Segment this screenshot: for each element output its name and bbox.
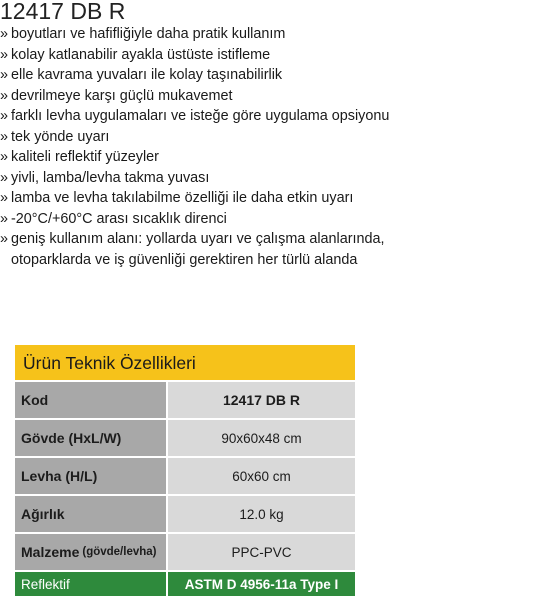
spec-label	[15, 382, 168, 418]
feature-item	[0, 24, 548, 45]
bullet-marker: »	[0, 108, 9, 124]
spec-label-text: Gövde (HxL/W)	[21, 430, 122, 446]
feature-item	[0, 65, 548, 86]
feature-text: tek yönde uyarı	[11, 128, 110, 145]
feature-item	[0, 45, 548, 66]
feature-item	[0, 127, 548, 148]
spec-table-header: Ürün Teknik Özellikleri	[15, 345, 355, 382]
feature-text: farklı levha uygulamaları ve isteğe göre uygulama opsiyonu	[11, 108, 390, 124]
spec-value: ASTM D 4956-11a Type I	[168, 572, 355, 596]
spec-label	[15, 572, 168, 596]
bullet-marker: »	[0, 67, 9, 83]
spec-row-reflektif	[15, 572, 355, 596]
bullet-marker: »	[0, 128, 9, 145]
feature-item	[0, 106, 548, 127]
feature-text: boyutları ve hafifliğiyle daha pratik kullanım	[11, 26, 286, 42]
spec-value: 12.0 kg	[168, 496, 355, 532]
bullet-marker: »	[0, 169, 9, 186]
spec-row-malzeme	[15, 534, 355, 572]
feature-item	[0, 229, 548, 270]
feature-text: devrilmeye karşı güçlü mukavemet	[11, 87, 233, 104]
bullet-marker: »	[0, 210, 9, 227]
spec-label-text: Ağırlık	[21, 506, 65, 522]
spec-label-text: Levha (H/L)	[21, 468, 98, 484]
spec-label-subtext: (gövde/levha)	[82, 546, 157, 558]
spec-row-levha	[15, 458, 355, 496]
bullet-marker: »	[0, 46, 9, 63]
spec-label-text: Malzeme	[21, 544, 80, 560]
feature-list	[0, 24, 548, 270]
feature-item	[0, 168, 548, 189]
bullet-marker: »	[0, 190, 9, 206]
feature-text: -20°C/+60°C arası sıcaklık direnci	[11, 210, 227, 227]
spec-label-text: Kod	[21, 392, 49, 408]
bullet-marker: »	[0, 26, 9, 42]
spec-value: 90x60x48 cm	[168, 420, 355, 456]
spec-value: 12417 DB R	[168, 382, 355, 418]
feature-item	[0, 147, 548, 168]
spec-label	[15, 458, 168, 494]
bullet-marker: »	[0, 87, 9, 104]
spec-label	[15, 496, 168, 532]
feature-text: lamba ve levha takılabilme özelliği ile daha etkin uyarı	[11, 190, 354, 206]
feature-text: yivli, lamba/levha takma yuvası	[11, 169, 210, 186]
feature-text-continuation: otoparklarda ve iş güvenliği gerektiren her türlü alanda	[11, 251, 358, 268]
spec-row-kod	[15, 382, 355, 420]
feature-text: geniş kullanım alanı: yollarda uyarı ve çalışma alanlarında,	[11, 231, 385, 247]
feature-text: kaliteli reflektif yüzeyler	[11, 149, 159, 165]
bullet-marker: »	[0, 149, 9, 165]
feature-text: kolay katlanabilir ayakla üstüste istifleme	[11, 46, 271, 63]
spec-label	[15, 534, 168, 570]
spec-label-text: Reflektif	[21, 576, 70, 592]
feature-text: elle kavrama yuvaları ile kolay taşınabilirlik	[11, 67, 283, 83]
spec-value: PPC-PVC	[168, 534, 355, 570]
spec-value: 60x60 cm	[168, 458, 355, 494]
spec-label	[15, 420, 168, 456]
feature-item	[0, 86, 548, 107]
spec-table	[15, 345, 355, 596]
product-title: 12417 DB R	[0, 0, 126, 24]
feature-item	[0, 209, 548, 230]
spec-row-agirlik	[15, 496, 355, 534]
feature-item	[0, 188, 548, 209]
bullet-marker: »	[0, 231, 9, 247]
spec-row-govde	[15, 420, 355, 458]
